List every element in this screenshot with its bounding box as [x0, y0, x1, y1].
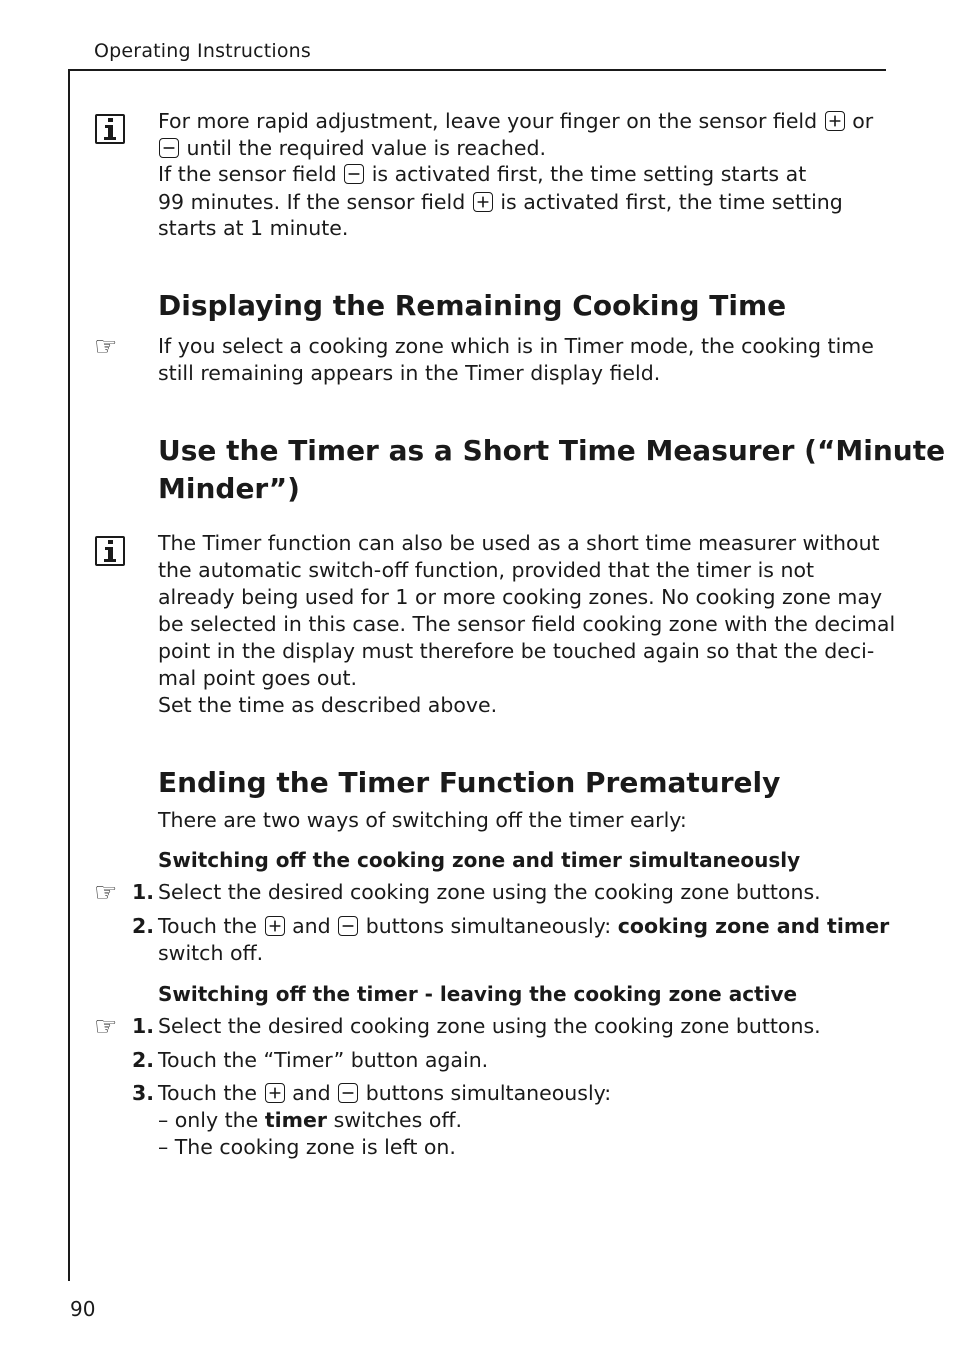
heading-minute-minder-line-2: Minder”)	[158, 472, 300, 505]
note-line-4: 99 minutes. If the sensor field is activated first, the time setting	[158, 190, 843, 214]
heading-ending-timer: Ending the Timer Function Prematurely	[158, 766, 781, 799]
step-number: 2.	[132, 1048, 155, 1072]
result-line-2: – The cooking zone is left on.	[158, 1135, 456, 1159]
minus-key-icon	[344, 164, 364, 184]
step-text-continued: switch off.	[158, 941, 264, 965]
minus-key-icon	[338, 916, 358, 936]
plus-key-icon	[825, 111, 845, 131]
minus-key-icon	[338, 1083, 358, 1103]
step-text: Touch the “Timer” button again.	[158, 1048, 489, 1072]
step-number: 3.	[132, 1081, 155, 1105]
note-line-2: until the required value is reached.	[158, 135, 546, 162]
step-number: 1.	[132, 1014, 155, 1038]
pointing-hand-icon: ☞	[94, 1012, 118, 1042]
margin-rule	[68, 69, 70, 1281]
info-icon	[95, 536, 125, 566]
plus-key-icon	[265, 916, 285, 936]
heading-remaining-time: Displaying the Remaining Cooking Time	[158, 289, 787, 322]
minder-line-7: Set the time as described above.	[158, 693, 498, 717]
step-text: Touch the and buttons simultaneously:	[158, 1081, 612, 1105]
step-text: Select the desired cooking zone using the cooking zone buttons.	[158, 880, 821, 904]
minder-line-5: point in the display must therefore be touched again so that the deci-	[158, 639, 875, 663]
page-number: 90	[70, 1297, 96, 1321]
remaining-text-line-1: If you select a cooking zone which is in Timer mode, the cooking time	[158, 334, 874, 358]
heading-minute-minder-line-1: Use the Timer as a Short Time Measurer (“Minute	[158, 434, 946, 467]
minder-line-2: the automatic switch-off function, provided that the timer is not	[158, 558, 815, 582]
step-text: Touch the and buttons simultaneously: cooking zone and timer	[158, 914, 890, 938]
minder-line-3: already being used for 1 or more cooking zones. No cooking zone may	[158, 585, 883, 609]
step-number: 1.	[132, 880, 155, 904]
minder-line-6: mal point goes out.	[158, 666, 357, 690]
info-icon	[95, 114, 125, 144]
minder-line-4: be selected in this case. The sensor field cooking zone with the decimal	[158, 612, 896, 636]
remaining-text-line-2: still remaining appears in the Timer display field.	[158, 361, 661, 385]
step-number: 2.	[132, 914, 155, 938]
subheading-zone-and-timer: Switching off the cooking zone and timer simultaneously	[158, 848, 801, 872]
result-line-1: – only the timer switches off.	[158, 1108, 462, 1132]
pointing-hand-icon: ☞	[94, 878, 118, 908]
step-text: Select the desired cooking zone using the cooking zone buttons.	[158, 1014, 821, 1038]
page-header: Operating Instructions	[94, 40, 312, 62]
plus-key-icon	[473, 192, 493, 212]
subheading-timer-only: Switching off the timer - leaving the cooking zone active	[158, 982, 798, 1006]
minus-key-icon	[159, 138, 179, 158]
note-line-1: For more rapid adjustment, leave your finger on the sensor field or	[158, 109, 874, 133]
ending-intro: There are two ways of switching off the timer early:	[158, 808, 687, 832]
header-rule	[68, 69, 886, 71]
minder-line-1: The Timer function can also be used as a short time measurer without	[158, 531, 880, 555]
note-line-3: If the sensor field is activated first, the time setting starts at	[158, 162, 807, 186]
note-line-5: starts at 1 minute.	[158, 216, 349, 240]
plus-key-icon	[265, 1083, 285, 1103]
pointing-hand-icon: ☞	[94, 332, 118, 362]
